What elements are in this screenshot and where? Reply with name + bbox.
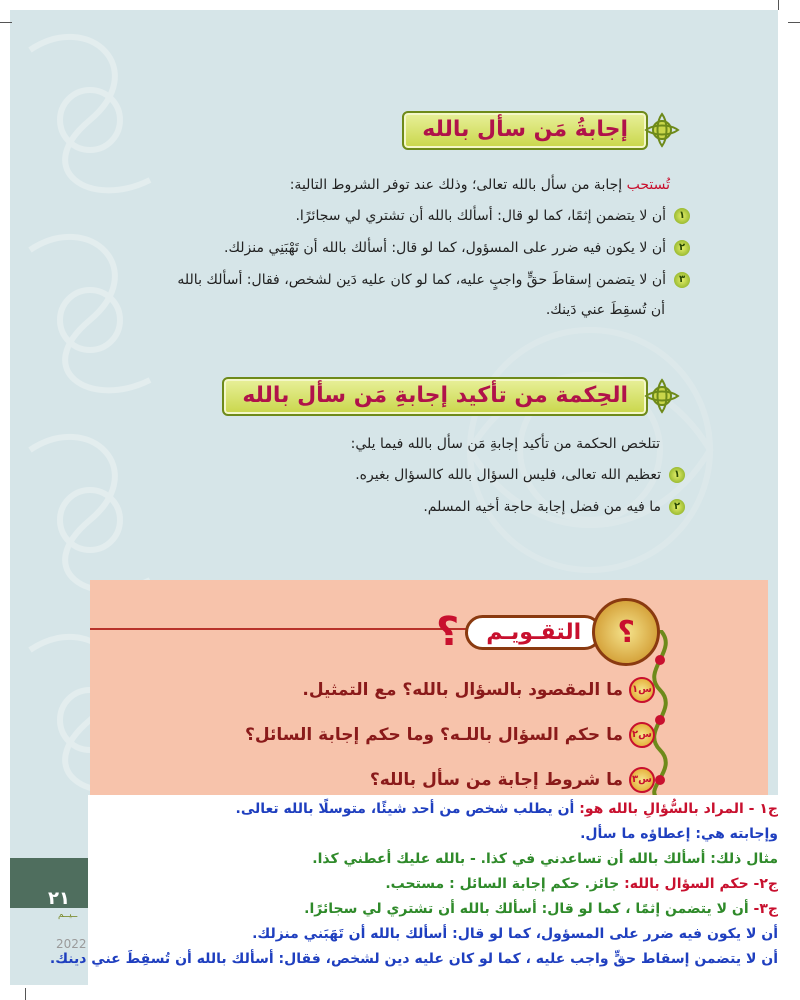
flower-ornament-icon [642,376,682,416]
number-badge: ١ [669,467,685,483]
number-badge: ٣ [674,272,690,288]
section2-heading [222,376,682,416]
question-badge-icon: ؟ [592,598,660,666]
section2-intro: تتلخص الحكمة من تأكيد إجابةِ مَن سأل بالله فيما يلي: [350,436,660,452]
question-number-icon: س٣ [629,767,655,793]
section1-intro: تُستحب إجابة من سأل بالله تعالى؛ وذلك عند توفر الشروط التالية: [289,177,670,193]
question-number-icon: س٢ [629,722,655,748]
answer-2: ج٢- حكم السؤال بالله: جائز. حكم إجابة السائل : مستحب. [385,876,778,892]
flower-ornament-icon [642,110,682,150]
page-number: ٢١ [48,888,70,909]
number-badge: ٢ [674,240,690,256]
section1-title: إجابةُ مَن سأل بالله [402,111,648,150]
year-label: 2022 [56,937,87,951]
answer-1: ج١ - المراد بالسُّؤالِ بالله هو: أن يطلب شخص من أحد شيئًا، متوسلًا بالله تعالى. [235,801,778,817]
number-badge: ٢ [669,499,685,515]
answer-3: ج٣- أن لا يتضمن إثمًا ، كما لو قال: أسألك بالله أن تشتري لي سجائرًا. [304,901,778,917]
crop-mark [0,22,12,23]
list-item-continuation: أن تُسقِطَ عني دَينك. [545,302,665,318]
question-mark-icon: ؟ [436,609,460,655]
section2-title: الحِكمة من تأكيد إجابةِ مَن سأل بالله [222,377,648,416]
section1-heading [402,110,682,150]
question-item: س١ما المقصود بالسؤال بالله؟ مع التمثيل. [302,677,655,703]
question-number-icon: س١ [629,677,655,703]
list-item: ١تعظيم الله تعالى، فليس السؤال بالله كالسؤال بغيره. [355,467,685,483]
evaluation-heading [436,598,660,666]
list-item: ١أن لا يتضمن إثمًا، كما لو قال: أسألك بالله أن تشتري لي سجائرًا. [295,208,690,224]
page-subtitle: ــيــم [58,910,78,920]
crop-mark [778,0,779,10]
answer-3-line3: أن لا يتضمن إسقاط حقٍّ واجب عليه ، كما لو كان عليه دين لشخص، فقال: أسألك بالله أن تُسقِطَ عني دينك. [49,951,778,967]
evaluation-title: التقـويـم [465,615,602,650]
crop-mark [788,22,800,23]
question-item: س٢ما حكم السؤال باللـه؟ وما حكم إجابة السائل؟ [245,722,655,748]
list-item: ٢أن لا يكون فيه ضرر على المسؤول، كما لو قال: أسألك بالله أن تَهْبَنِي منزلك. [224,240,690,256]
answer-3-line2: أن لا يكون فيه ضرر على المسؤول، كما لو قال: أسألك بالله أن تَهَبَني منزلك. [252,926,778,942]
answer-1-example: مثال ذلك: أسألك بالله أن تساعدني في كذا. - بالله عليك أعطني كذا. [312,851,778,867]
question-item: س٣ما شروط إجابة من سأل بالله؟ [370,767,655,793]
list-item: ٣أن لا يتضمن إسقاطَ حقٍّ واجبٍ عليه، كما لو كان عليه دَين لشخص، فقال: أسألك بالله [177,272,690,288]
number-badge: ١ [674,208,690,224]
answer-1-line2: وإجابته هي: إعطاؤه ما سأل. [580,826,778,842]
list-item: ٢ما فيه من فضل إجابة حاجة أخيه المسلم. [423,499,685,515]
crop-mark [25,988,26,1000]
